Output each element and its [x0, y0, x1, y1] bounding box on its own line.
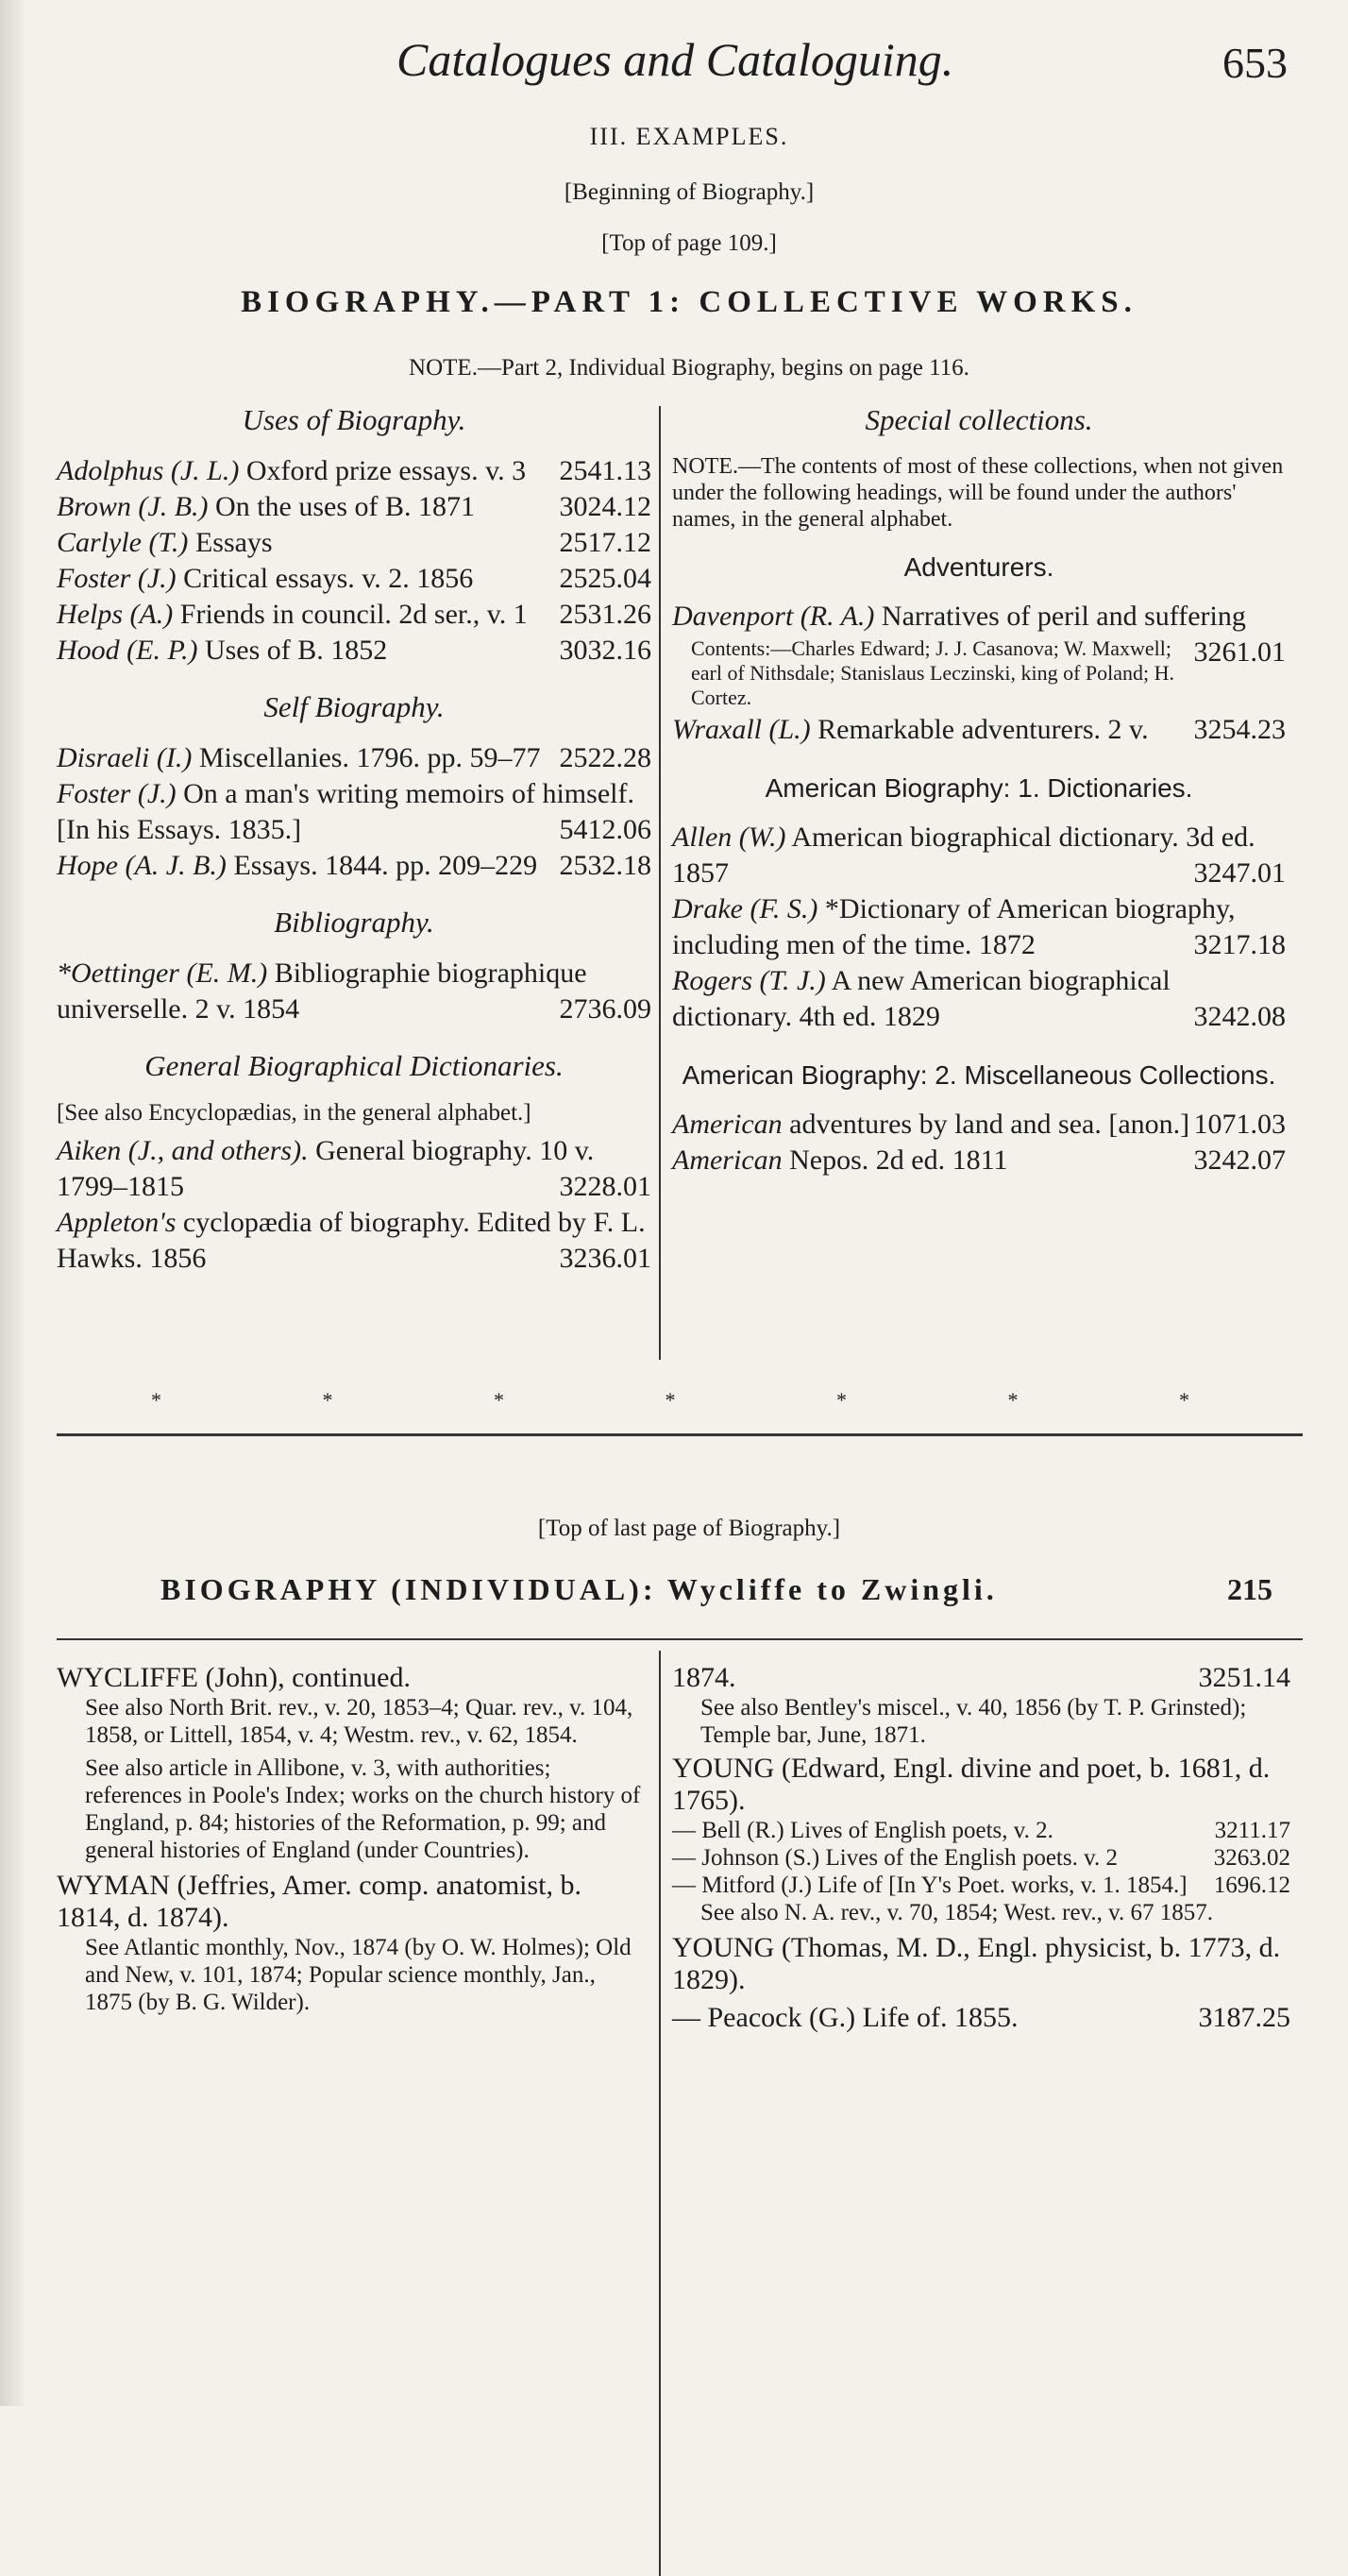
inner-column-divider — [659, 1651, 661, 2576]
note-line: NOTE.—Part 2, Individual Biography, begins on page 116. — [409, 355, 969, 381]
list-item: Hope (A. J. B.) Essays. 1844. pp. 209–229 2532.18 — [57, 850, 651, 881]
young-mitford: — Mitford (J.) Life of [In Y's Poet. works, v. 1. 1854.] 1696.12 — [672, 1873, 1290, 1898]
self-list — [57, 740, 651, 884]
main-title: BIOGRAPHY.—PART 1: COLLECTIVE WORKS. — [241, 285, 1137, 319]
see-also-young-2: See also N. A. rev., v. 70, 1854; West. rev., v. 67 1857. — [700, 1900, 1214, 1925]
bottom-left-column — [57, 1662, 647, 2016]
general-dictionaries-heading: General Biographical Dictionaries. — [144, 1049, 564, 1082]
list-item: Drake (F. S.) *Dictionary of American biography, including men of the time. 1872 3217.18 — [672, 893, 1286, 960]
bracket-note-beginning: [Beginning of Biography.] — [564, 179, 815, 205]
entry-1874: 1874. 3251.14 — [672, 1662, 1290, 1693]
list-item: Appleton's cyclopædia of biography. Edited by F. L. Hawks. 1856 3236.01 — [57, 1207, 651, 1274]
page-number: 653 — [1222, 39, 1288, 87]
uses-heading: Uses of Biography. — [242, 403, 466, 436]
right-column — [672, 397, 1286, 1178]
list-item: Foster (J.) Critical essays. v. 2. 1856 2525.04 — [57, 563, 651, 594]
section-divider — [57, 1433, 1303, 1436]
list-item: Aiken (J., and others). General biography. 10 v. 1799–1815 3228.01 — [57, 1135, 651, 1202]
inner-divider — [57, 1638, 1303, 1640]
list-item: Wraxall (L.) Remarkable adventurers. 2 v. 3254.23 — [672, 714, 1286, 745]
see-also-wycliffe-1: See also North Brit. rev., v. 20, 1853–4; Quar. rev., v. 104, 1858, or Littell, 1854, v. 4; Westm. rev., v. 62, 1854. — [85, 1695, 633, 1748]
american-dictionaries-heading: American Biography: 1. Dictionaries. — [765, 773, 1193, 803]
list-item: Hood (E. P.) Uses of B. 1852 3032.16 — [57, 635, 651, 666]
left-column — [57, 397, 651, 1277]
list-item: Allen (W.) American biographical dictionary. 3d ed. 1857 3247.01 — [672, 822, 1286, 889]
uses-list — [57, 453, 651, 669]
adventurers-heading: Adventurers. — [903, 552, 1054, 582]
american-miscellaneous-heading: American Biography: 2. Miscellaneous Collections. — [682, 1060, 1276, 1090]
entry-young-thomas: YOUNG (Thomas, M. D., Engl. physicist, b. 1773, d. 1829). — [672, 1932, 1281, 1995]
contents-note: Contents:—Charles Edward; J. J. Casanova; W. Maxwell; earl of Nithsdale; Stanislaus Leczinski, king of Poland; H. Cortez. — [691, 636, 1175, 709]
star-separator: * * * * * * * — [151, 1388, 1189, 1412]
entry-wycliffe: WYCLIFFE (John), continued. — [57, 1662, 411, 1693]
special-collections-heading: Special collections. — [865, 403, 1093, 436]
list-item: Carlyle (T.) Essays 2517.12 — [57, 527, 651, 558]
list-item: Rogers (T. J.) A new American biographical dictionary. 4th ed. 1829 3242.08 — [672, 965, 1286, 1032]
special-note: NOTE.—The contents of most of these collections, when not given under the following headings, will be found under the authors' names, in the general alphabet. — [672, 454, 1284, 532]
bottom-right-column — [672, 1662, 1290, 2034]
book-spine-shadow — [0, 0, 25, 2406]
list-item: Disraeli (I.) Miscellanies. 1796. pp. 59–77 2522.28 — [57, 742, 651, 773]
see-also-young-1: See also Bentley's miscel., v. 40, 1856 (by T. P. Grinsted); Temple bar, June, 1871. — [700, 1695, 1247, 1748]
section-heading: III. EXAMPLES. — [589, 123, 789, 150]
list-item: Davenport (R. A.) Narratives of peril and suffering 3261.01 — [672, 601, 1286, 668]
entry-wyman: WYMAN (Jeffries, Amer. comp. anatomist, b. 1814, d. 1874). — [57, 1870, 582, 1933]
see-also-note: [See also Encyclopædias, in the general alphabet.] — [57, 1100, 531, 1126]
list-item: Foster (J.) On a man's writing memoirs of himself. [In his Essays. 1835.] 5412.06 — [57, 778, 651, 845]
list-item: *Oettinger (E. M.) Bibliographie biographique universelle. 2 v. 1854 2736.09 — [57, 958, 651, 1025]
bracket-note-last-page: [Top of last page of Biography.] — [537, 1516, 841, 1541]
list-item: American Nepos. 2d ed. 1811 3242.07 — [672, 1144, 1286, 1176]
young-bell: — Bell (R.) Lives of English poets, v. 2. 3211.17 — [672, 1818, 1290, 1843]
see-also-wyman: See Atlantic monthly, Nov., 1874 (by O. W. Holmes); Old and New, v. 101, 1874; Popular science monthly, Jan., 1875 (by B. G. Wilder). — [85, 1935, 632, 2015]
see-also-wycliffe-2: See also article in Allibone, v. 3, with authorities; references in Poole's Index; works on the church history of England, p. 84; histories of the Reformation, p. 99; and general histories of England (under Countries). — [85, 1755, 641, 1863]
individual-title: BIOGRAPHY (INDIVIDUAL): Wycliffe to Zwingli. — [160, 1572, 998, 1606]
bibliography-heading: Bibliography. — [274, 906, 434, 939]
list-item: Helps (A.) Friends in council. 2d ser., v. 1 2531.26 — [57, 599, 651, 630]
bracket-note-top: [Top of page 109.] — [601, 230, 777, 256]
young-peacock: — Peacock (G.) Life of. 1855. 3187.25 — [672, 2002, 1290, 2033]
inner-page-number: 215 — [1227, 1572, 1272, 1606]
list-item: Adolphus (J. L.) Oxford prize essays. v. 3 2541.13 — [57, 455, 651, 486]
self-heading: Self Biography. — [263, 690, 445, 723]
entry-young-edward: YOUNG (Edward, Engl. divine and poet, b. 1681, d. 1765). — [672, 1753, 1271, 1816]
running-title: Catalogues and Cataloguing. — [396, 33, 954, 86]
list-item: Brown (J. B.) On the uses of B. 1871 3024.12 — [57, 491, 651, 522]
column-divider — [659, 406, 661, 1360]
list-item: American adventures by land and sea. [anon.] 1071.03 — [672, 1109, 1286, 1140]
young-johnson: — Johnson (S.) Lives of the English poets. v. 2 3263.02 — [672, 1845, 1290, 1871]
